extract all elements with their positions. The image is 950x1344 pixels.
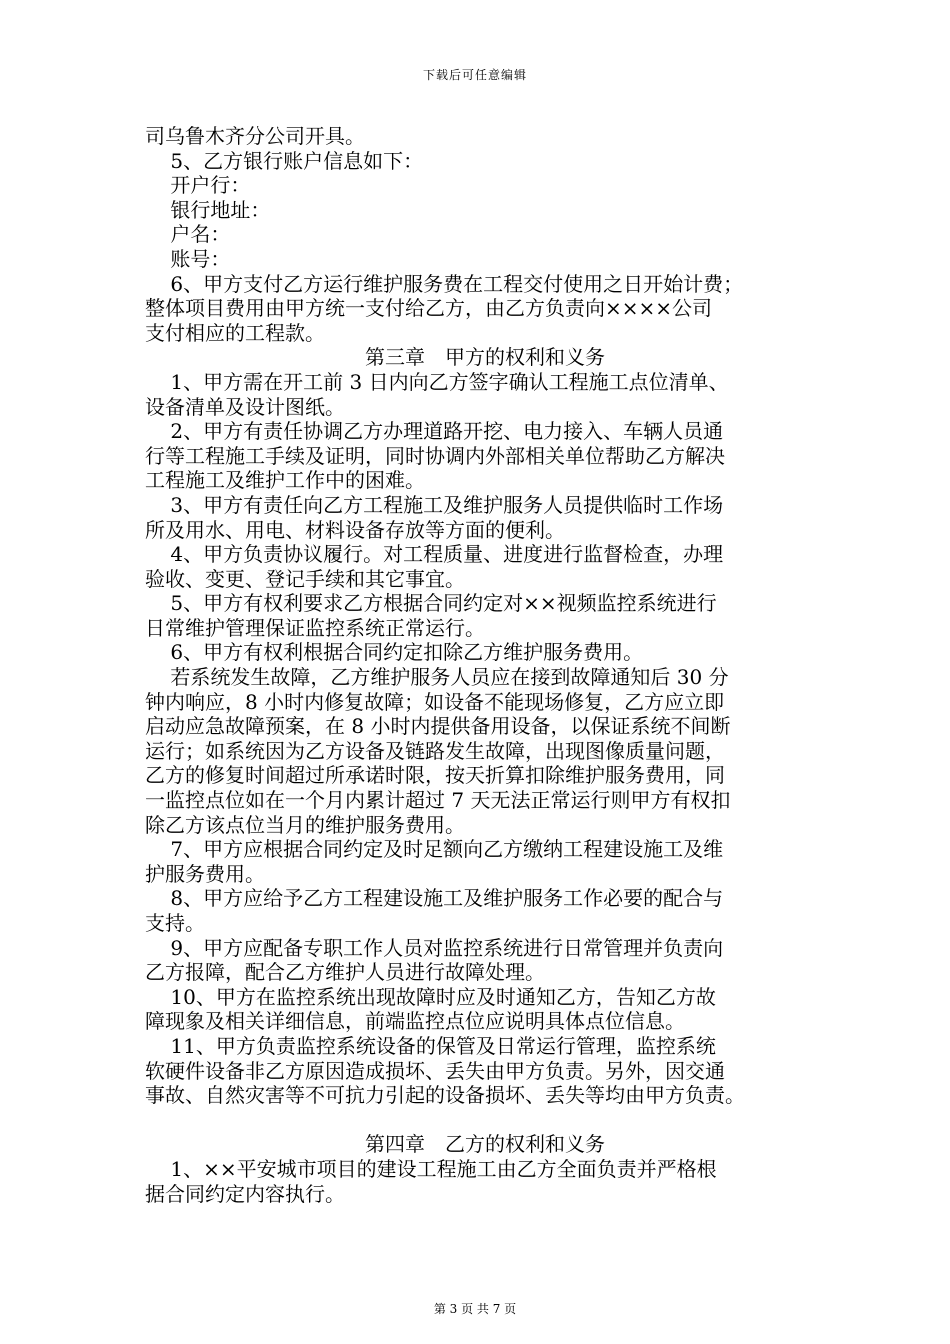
text-line: 1、甲方需在开工前 3 日内向乙方签字确认工程施工点位清单、 <box>145 369 729 394</box>
text-line: 一监控点位如在一个月内累计超过 7 天无法正常运行则甲方有权扣 <box>145 788 731 813</box>
chapter-heading: 第三章 甲方的权利和义务 <box>365 345 605 370</box>
text-line: 日常维护管理保证监控系统正常运行。 <box>145 615 485 640</box>
text-line: 支付相应的工程款。 <box>145 320 325 345</box>
text-line: 10、甲方在监控系统出现故障时应及时通知乙方，告知乙方故 <box>145 984 716 1009</box>
text-line: 5、乙方银行账户信息如下： <box>145 148 424 173</box>
text-line: 行等工程施工手续及证明，同时协调内外部相关单位帮助乙方解决 <box>145 443 725 468</box>
text-line: 账号： <box>145 246 231 271</box>
text-line: 若系统发生故障，乙方维护服务人员应在接到故障通知后 30 分 <box>145 665 729 690</box>
text-line: 银行地址： <box>145 197 271 222</box>
text-line: 整体项目费用由甲方统一支付给乙方，由乙方负责向××××公司 <box>145 296 713 321</box>
text-line: 4、甲方负责协议履行。对工程质量、进度进行监督检查，办理 <box>145 542 724 567</box>
text-line: 11、甲方负责监控系统设备的保管及日常运行管理，监控系统 <box>145 1033 716 1058</box>
text-line: 据合同约定内容执行。 <box>145 1181 345 1206</box>
text-line: 事故、自然灾害等不可抗力引起的设备损坏、丢失等均由甲方负责。 <box>145 1083 745 1108</box>
chapter-heading: 第四章 乙方的权利和义务 <box>365 1132 605 1157</box>
text-line: 司乌鲁木齐分公司开具。 <box>145 124 365 148</box>
text-line: 设备清单及设计图纸。 <box>145 394 345 419</box>
text-line: 工程施工及维护工作中的困难。 <box>145 468 425 493</box>
text-line: 8、甲方应给予乙方工程建设施工及维护服务工作必要的配合与 <box>145 886 724 911</box>
document-body <box>145 124 825 1206</box>
text-line: 乙方报障，配合乙方维护人员进行故障处理。 <box>145 960 545 985</box>
text-line: 钟内响应，8 小时内修复故障；如设备不能现场修复，乙方应立即 <box>145 689 725 714</box>
text-line: 5、甲方有权利要求乙方根据合同约定对××视频监控系统进行 <box>145 591 717 616</box>
text-line: 除乙方该点位当月的维护服务费用。 <box>145 812 465 837</box>
text-line: 所及用水、用电、材料设备存放等方面的便利。 <box>145 517 565 542</box>
text-line: 护服务费用。 <box>145 861 265 886</box>
text-line: 3、甲方有责任向乙方工程施工及维护服务人员提供临时工作场 <box>145 492 724 517</box>
text-line: 运行；如系统因为乙方设备及链路发生故障，出现图像质量问题， <box>145 738 725 763</box>
header-note: 下载后可任意编辑 <box>422 68 527 82</box>
text-line: 6、甲方支付乙方运行维护服务费在工程交付使用之日开始计费； <box>145 271 744 296</box>
text-line: 支持。 <box>145 911 205 935</box>
text-line: 2、甲方有责任协调乙方办理道路开挖、电力接入、车辆人员通 <box>145 419 724 444</box>
text-line: 启动应急故障预案，在 8 小时内提供备用设备，以保证系统不间断 <box>145 714 731 739</box>
text-line: 软硬件设备非乙方原因造成损坏、丢失由甲方负责。另外，因交通 <box>145 1058 725 1083</box>
text-line: 7、甲方应根据合同约定及时足额向乙方缴纳工程建设施工及维 <box>145 837 724 862</box>
page-number: 第 3 页 共 7 页 <box>433 1302 517 1316</box>
text-line: 1、××平安城市项目的建设工程施工由乙方全面负责并严格根 <box>145 1156 717 1181</box>
text-line: 验收、变更、登记手续和其它事宜。 <box>145 566 465 591</box>
text-line: 户名： <box>145 222 231 247</box>
text-line: 开户行： <box>145 173 251 198</box>
text-line: 6、甲方有权利根据合同约定扣除乙方维护服务费用。 <box>145 640 644 665</box>
text-line: 乙方的修复时间超过所承诺时限，按天折算扣除维护服务费用，同 <box>145 763 725 788</box>
text-line: 9、甲方应配备专职工作人员对监控系统进行日常管理并负责向 <box>145 935 724 960</box>
blank-line <box>145 1108 825 1133</box>
text-line: 障现象及相关详细信息，前端监控点位应说明具体点位信息。 <box>145 1009 685 1034</box>
